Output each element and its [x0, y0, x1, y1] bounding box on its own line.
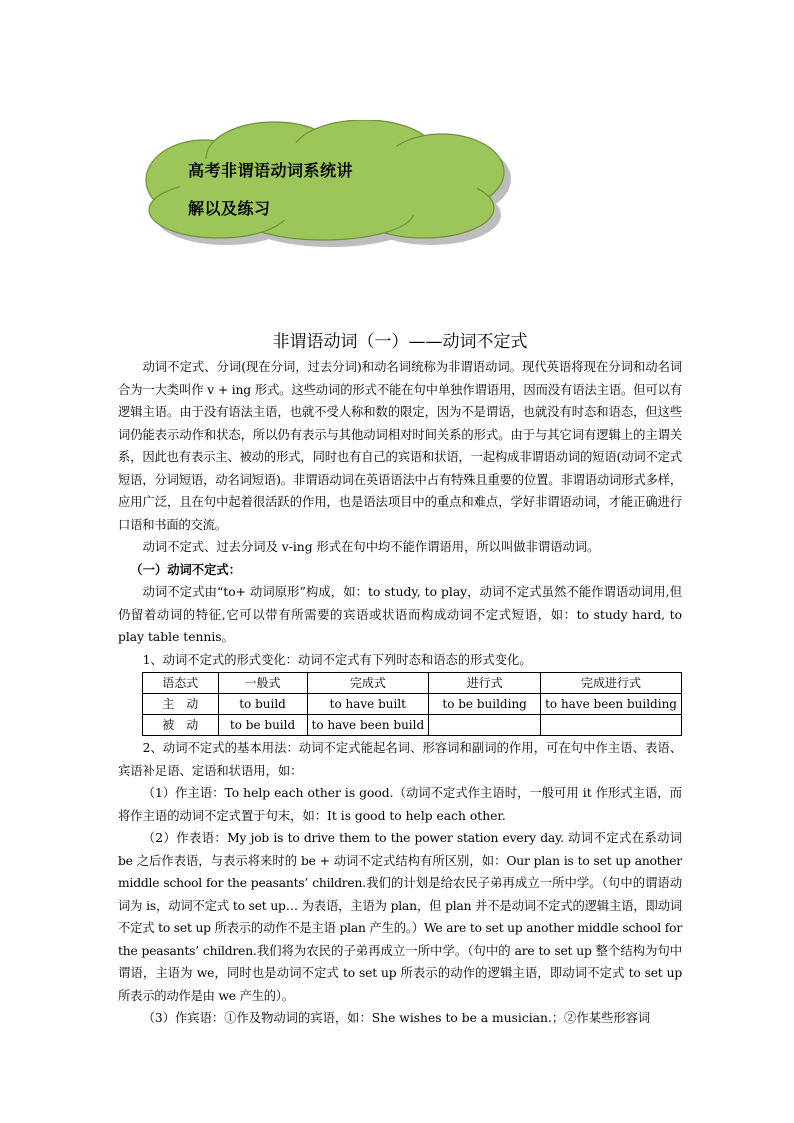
infinitive-forms-table [142, 672, 682, 736]
document-title: 非谓语动词（一）——动词不定式 [272, 332, 528, 352]
table-header-cell: 语态式 [143, 673, 219, 694]
paragraph-form-changes: 1、动词不定式的形式变化：动词不定式有下列时态和语态的形式变化。 [142, 652, 532, 667]
table-row [143, 715, 682, 736]
paragraph-as-subject: （1）作主语：To help each other is good.（动词不定式作主语时，一般可用 it 作形式主语，而将作主语的动词不定式置于句末，如：It is good to help each other. [118, 786, 682, 823]
main-content [118, 330, 682, 1030]
table-cell: 被 动 [143, 715, 219, 736]
table-cell: to be build [218, 715, 307, 736]
intro-paragraph: 动词不定式、分词(现在分词，过去分词)和动名词统称为非谓语动词。现代英语将现在分词和动名词合为一大类叫作 v + ing 形式。这些动词的形式不能在句中单独作谓语用，因而没有语法主语。但可以有逻辑主语。由于没有语法主语，也就不受人称和数的限定，因为不是谓语，也就没有时态和语态，但这些词仍能表示动作和状态，所以仍有表示与其他动词相对时间关系的形式。由于与其它词有逻辑上的主谓关系，因此也有表示主、被动的形式，同时也有自己的宾语和状语，一起构成非谓语动词的短语(动词不定式短语，分词短语，动名词短语)。非谓语动词在英语语法中占有特殊且重要的位置。非谓语动词形式多样，应用广泛，且在句中起着很活跃的作用，也是语法项目中的重点和难点，学好非谓语动词，才能正确进行口语和书面的交流。 [118, 360, 682, 532]
table-cell: to be building [429, 694, 541, 715]
table-header-row [143, 673, 682, 694]
paragraph-as-object: （3）作宾语：①作及物动词的宾语，如：She wishes to be a musician.；②作某些形容词 [142, 1011, 651, 1025]
paragraph-nonfinite-summary: 动词不定式、过去分词及 v-ing 形式在句中均不能作谓语用，所以叫做非谓语动词。 [142, 540, 600, 554]
table-header-cell: 完成进行式 [541, 673, 682, 694]
table-header-cell: 进行式 [429, 673, 541, 694]
cloud-title-line-1: 高考非谓语动词系统讲 [188, 161, 354, 180]
table-cell: 主 动 [143, 694, 219, 715]
table-cell [541, 715, 682, 736]
paragraph-as-predicative: （2）作表语：My job is to drive them to the power station every day. 动词不定式在系动词 be 之后作表语，与表示将来时的 be + 动词不定式结构有所区别，如：Our plan is to set up another middle school for the peasants’ children.我们的计划是给农民子弟再成立一所中学。（句中的谓语动词为 is，动词不定式 to set up… 为表语，主语为 plan，但 plan 并不是动词不定式的逻辑主语，即动词不定式 to set up 所表示的动作不是主语 plan 产生的。）We are to set up another middle school for the peasants’ children.我们将为农民的子弟再成立一所中学。（句中的 are to set up 整个结构为句中谓语，主语为 we，同时也是动词不定式 to set up 所表示的动作的逻辑主语，即动词不定式 to set up 所表示的动作是由 we 产生的）。 [118, 831, 682, 1003]
section-heading-infinitive: （一）动词不定式： [130, 561, 241, 577]
paragraph-basic-usage: 2、动词不定式的基本用法：动词不定式能起名词、形容词和副词的作用，可在句中作主语、表语、宾语补足语、定语和状语用，如： [118, 741, 682, 778]
table-cell: to have been building [541, 694, 682, 715]
table-cell: to build [218, 694, 307, 715]
table-cell [429, 715, 541, 736]
table-cell: to have been build [307, 715, 429, 736]
cloud-title-line-2: 解以及练习 [188, 199, 271, 218]
table-row [143, 694, 682, 715]
table-header-cell: 完成式 [307, 673, 429, 694]
paragraph-infinitive-definition: 动词不定式由“to+ 动词原形”构成，如：to study, to play，动词不定式虽然不能作谓语动词用,但仍留着动词的特征,它可以带有所需要的宾语或状语而构成动词不定式短语，如：to study hard, to play table tennis。 [118, 585, 682, 644]
cloud-title [188, 152, 468, 228]
table-header-cell: 一般式 [218, 673, 307, 694]
title-cloud [124, 120, 534, 250]
table-cell: to have built [307, 694, 429, 715]
